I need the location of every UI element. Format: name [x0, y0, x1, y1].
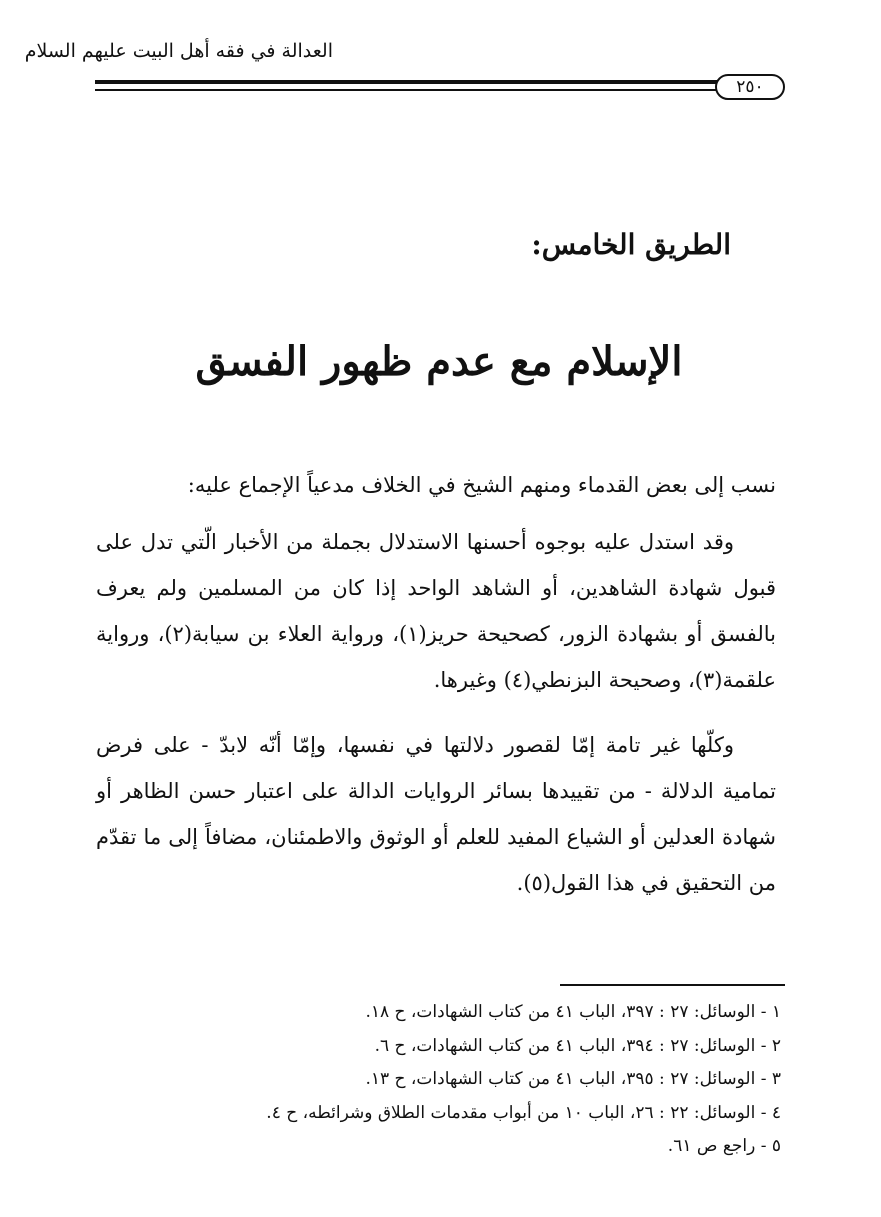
- footnote-3: ٣ - الوسائل: ٢٧ : ٣٩٥، الباب ٤١ من كتاب الشهادات، ح ١٣.: [365, 1069, 781, 1089]
- page-number-badge: [715, 74, 785, 100]
- footnote-5: ٥ - راجع ص ٦١.: [667, 1136, 781, 1156]
- footnote-4: ٤ - الوسائل: ٢٢ : ٢٦، الباب ١٠ من أبواب مقدمات الطلاق وشرائطه، ح ٤.: [266, 1102, 781, 1123]
- footnote-divider: [560, 984, 785, 986]
- running-title: العدالة في فقه أهل البيت عليهم السلام: [24, 40, 333, 62]
- page-number: ٢٥٠: [736, 76, 764, 97]
- section-label: الطريق الخامس:: [531, 228, 731, 261]
- paragraph-3: وكلّها غير تامة إمّا لقصور دلالتها في نفسها، وإمّا أنّه لابدّ - على فرض تمامية الدلالة - من تقييدها بسائر الروايات الدالة على اعتبار حسن الظاهر أو شهادة العدلين أو الشياع المفيد للعلم أو الوثوق والاطمئنان، مضافاً إلى ما تقدّم من التحقيق في هذا القول(٥).: [96, 733, 776, 895]
- chapter-title: الإسلام مع عدم ظهور الفسق: [195, 338, 683, 385]
- paragraph-1: نسب إلى بعض القدماء ومنهم الشيخ في الخلاف مدعياً الإجماع عليه:: [187, 473, 776, 497]
- footnote-1: ١ - الوسائل: ٢٧ : ٣٩٧، الباب ٤١ من كتاب الشهادات، ح ١٨.: [365, 1002, 781, 1022]
- paragraph-2: وقد استدل عليه بوجوه أحسنها الاستدلال بجملة من الأخبار الّتي تدل على قبول شهادة الشاهدين، أو الشاهد الواحد إذا كان من المسلمين ولم يعرف بالفسق أو بشهادة الزور، كصحيحة حريز(١)، ورواية العلاء بن سيابة(٢)، ورواية علقمة(٣)، وصحيحة البزنطي(٤) وغيرها.: [96, 530, 776, 692]
- header-rule-thin: [95, 89, 783, 91]
- header-rule-thick: [95, 80, 783, 84]
- footnote-2: ٢ - الوسائل: ٢٧ : ٣٩٤، الباب ٤١ من كتاب الشهادات، ح ٦.: [374, 1035, 781, 1056]
- footnotes: [91, 996, 781, 1164]
